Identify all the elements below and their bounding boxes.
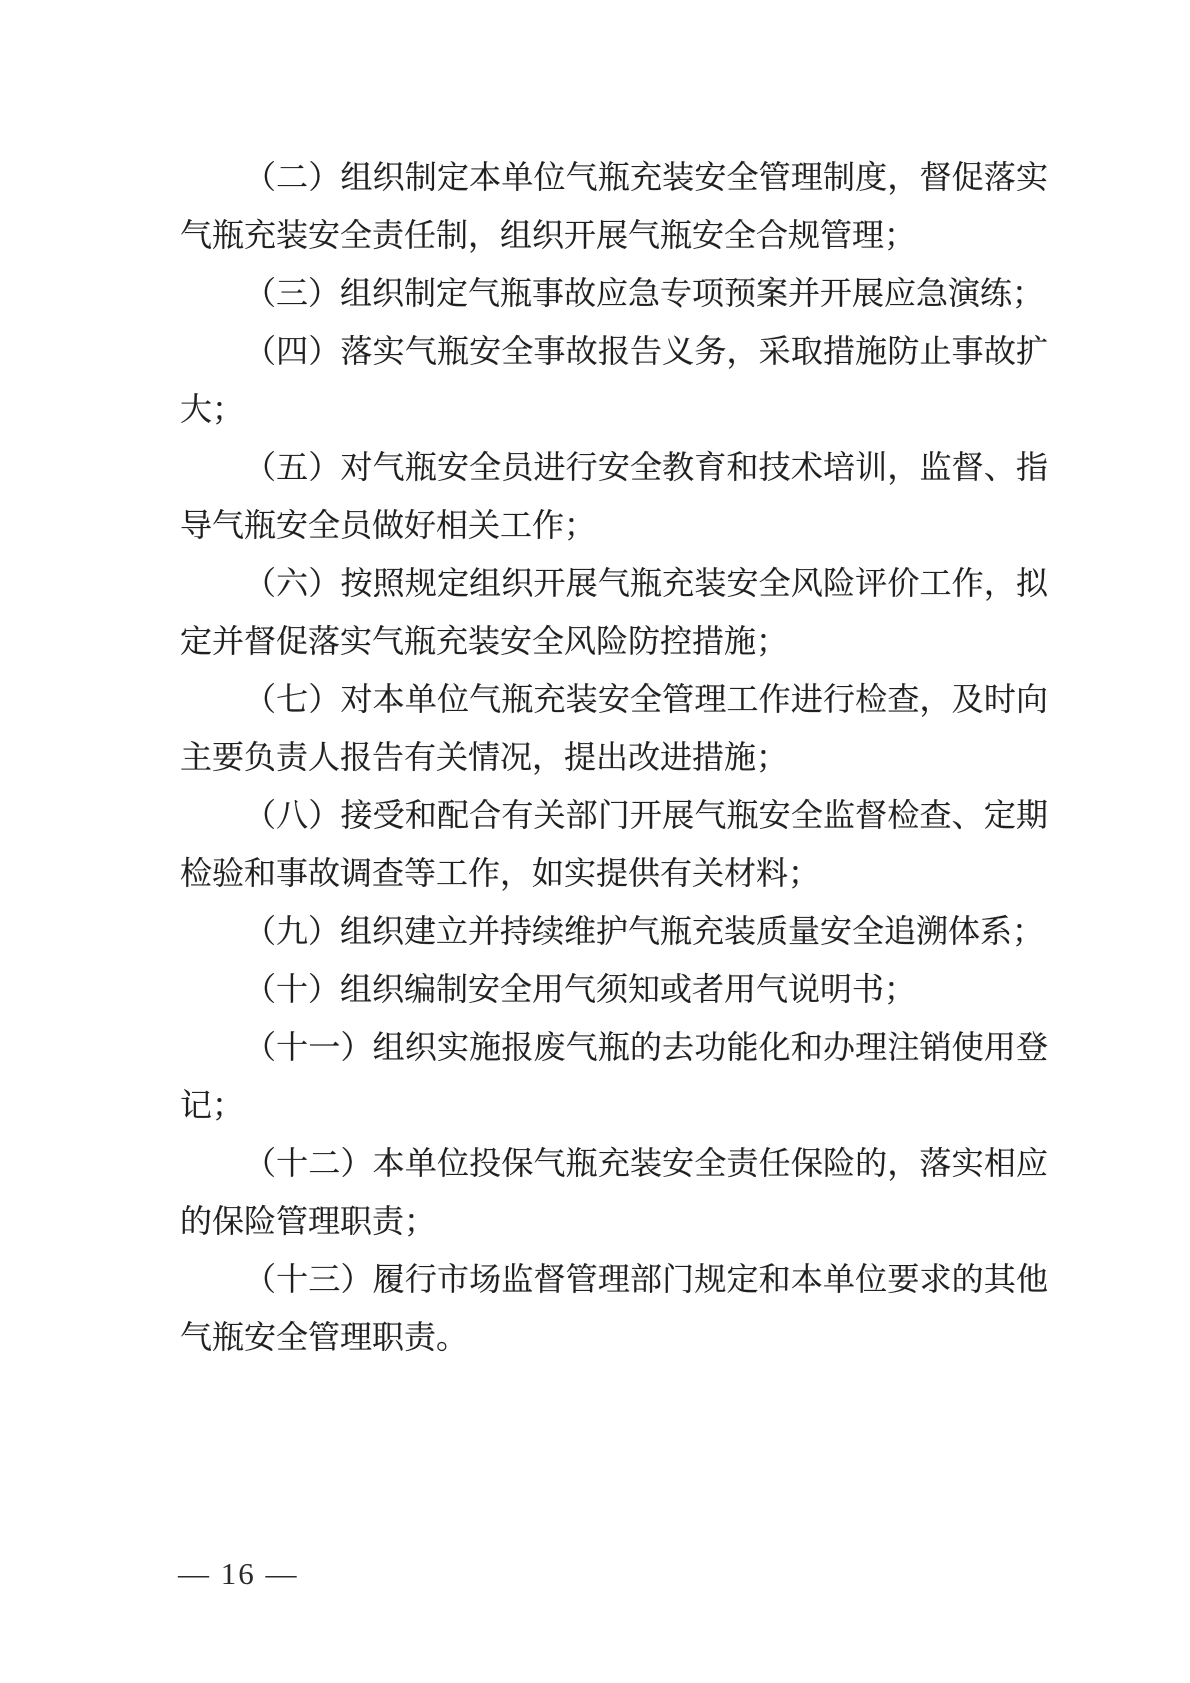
paragraph-item-5: （五）对气瓶安全员进行安全教育和技术培训，监督、指导气瓶安全员做好相关工作； (180, 449, 1048, 543)
paragraph-item-11: （十一）组织实施报废气瓶的去功能化和办理注销使用登记； (180, 1029, 1048, 1123)
paragraph-item-2: （二）组织制定本单位气瓶充装安全管理制度，督促落实气瓶充装安全责任制，组织开展气瓶安全合规管理； (180, 159, 1048, 253)
page-number: — 16 — (178, 1556, 299, 1591)
paragraph-item-8: （八）接受和配合有关部门开展气瓶安全监督检查、定期检验和事故调查等工作，如实提供有关材料； (180, 797, 1048, 891)
paragraph-item-7: （七）对本单位气瓶充装安全管理工作进行检查，及时向主要负责人报告有关情况，提出改进措施； (180, 681, 1048, 775)
paragraph-item-3: （三）组织制定气瓶事故应急专项预案并开展应急演练； (244, 275, 1045, 311)
document-body (180, 148, 1048, 1366)
paragraph-item-12: （十二）本单位投保气瓶充装安全责任保险的，落实相应的保险管理职责； (180, 1145, 1048, 1239)
paragraph-item-4: （四）落实气瓶安全事故报告义务，采取措施防止事故扩大； (180, 333, 1048, 427)
paragraph-item-9: （九）组织建立并持续维护气瓶充装质量安全追溯体系； (244, 913, 1045, 949)
paragraph-item-10: （十）组织编制安全用气须知或者用气说明书； (244, 971, 917, 1007)
paragraph-item-6: （六）按照规定组织开展气瓶充装安全风险评价工作，拟定并督促落实气瓶充装安全风险防控措施； (180, 565, 1048, 659)
paragraph-item-13: （十三）履行市场监督管理部门规定和本单位要求的其他气瓶安全管理职责。 (180, 1261, 1048, 1355)
